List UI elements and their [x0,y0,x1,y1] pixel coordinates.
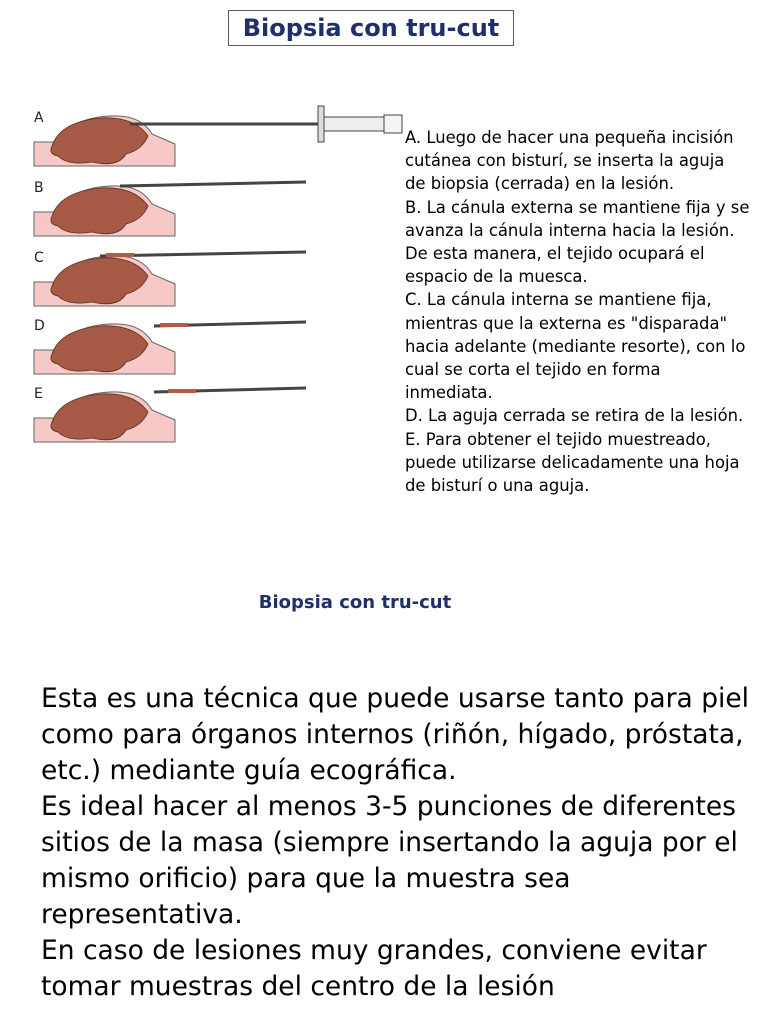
tru-cut-illustration [30,100,410,445]
syringe-body [324,117,384,131]
panel-d [34,318,306,374]
panel-label: B [34,180,44,196]
biopsy-needle [120,182,306,186]
tissue-sample [106,253,134,257]
panel-c [34,250,306,306]
panel-label: E [34,386,43,402]
tissue-sample [160,323,188,327]
panel-label: D [34,318,45,334]
tissue-sample [168,389,196,393]
panel-label: A [34,110,44,126]
body-paragraph-2: Es ideal hacer al menos 3-5 punciones de diferentes sitios de la masa (siempre insertando la aguja por el mismo orificio) para que la muestra sea representativa. [41,791,738,930]
slide-title: Biopsia con tru-cut [228,10,514,46]
step-d: D. La aguja cerrada se retira de la lesión. [405,406,744,426]
step-b: B. La cánula externa se mantiene fija y se avanza la cánula interna hacia la lesión. De esta manera, el tejido ocupará el espacio de la muesca. [405,197,750,287]
figure-caption: Biopsia con tru-cut [258,592,452,613]
panel-label: C [34,250,44,266]
steps-list [405,126,750,576]
syringe-flange [318,106,324,142]
syringe-plunger [384,115,402,133]
step-e: E. Para obtener el tejido muestreado, puede utilizarse delicadamente una hoja de bisturí o una aguja. [405,429,740,496]
body-paragraph-1: Esta es una técnica que puede usarse tanto para piel como para órganos internos (riñón, hígado, próstata, etc.) mediante guía ecográfica. [41,683,750,786]
body-paragraph-3: En caso de lesiones muy grandes, conviene evitar tomar muestras del centro de la lesión [41,935,707,1002]
panel-e [34,386,306,442]
body-text [41,681,761,1024]
panel-b [34,180,306,236]
step-c: C. La cánula interna se mantiene fija, mientras que la externa es "disparada" hacia adelante (mediante resorte), con lo cual se corta el tejido en forma inmediata. [405,290,746,403]
step-a: A. Luego de hacer una pequeña incisión cutánea con bisturí, se inserta la aguja de biopsia (cerrada) en la lesión. [405,128,734,194]
panel-a [34,106,402,166]
